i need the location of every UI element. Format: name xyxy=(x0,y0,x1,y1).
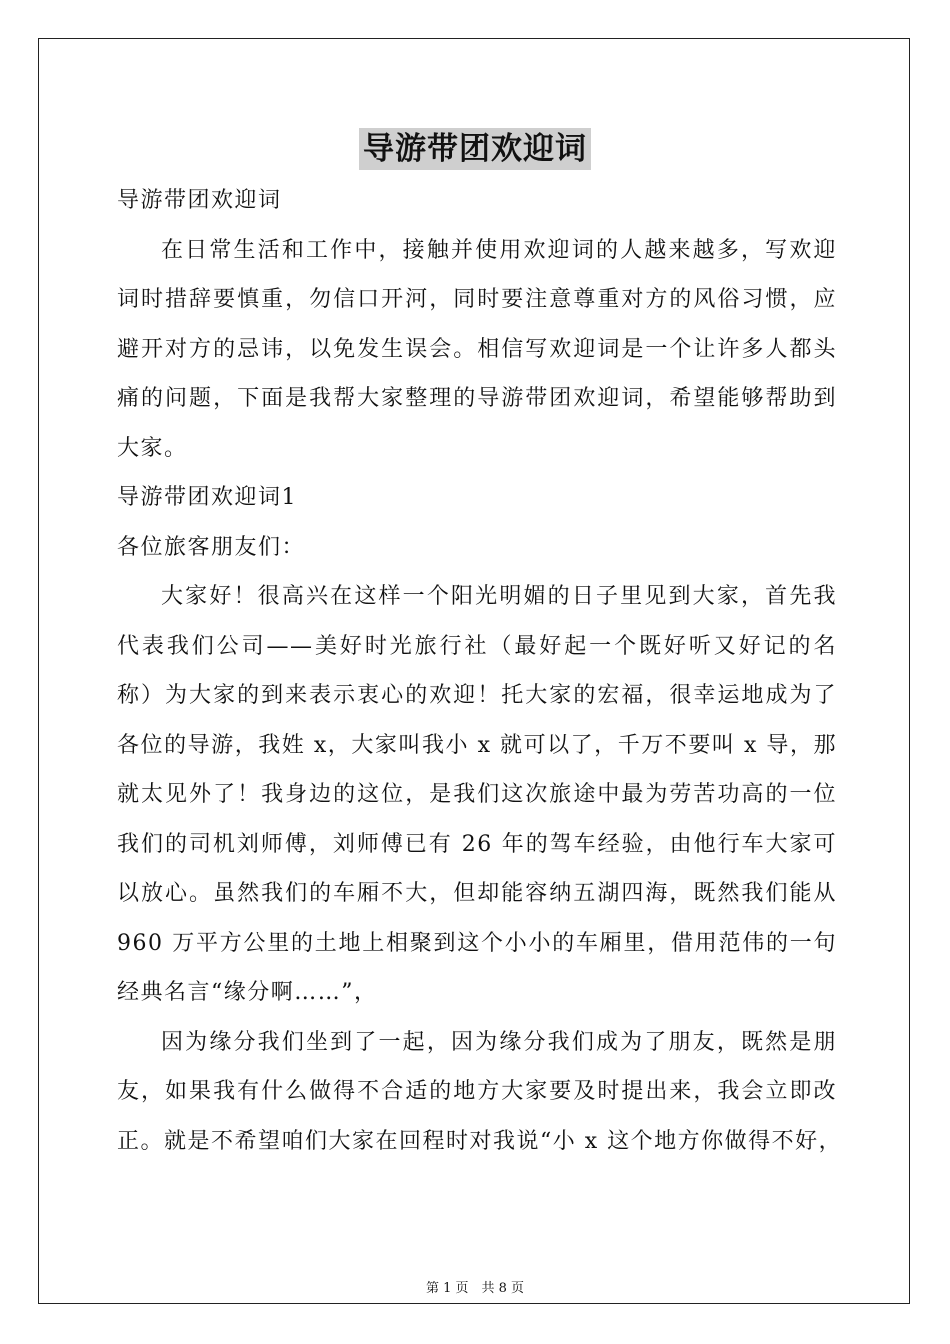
paragraph-line: 正。就是不希望咱们大家在回程时对我说“小 x 这个地方你做得不好， xyxy=(117,1128,843,1154)
paragraph-line: 因为缘分我们坐到了一起，因为缘分我们成为了朋友，既然是朋 xyxy=(161,1029,837,1055)
paragraph-line: 就太见外了！我身边的这位，是我们这次旅途中最为劳苦功高的一位 xyxy=(117,782,837,807)
paragraph-line: 经典名言“缘分啊……”， xyxy=(117,980,378,1005)
paragraph-line: 大家。 xyxy=(117,435,188,461)
paragraph-line: 我们的司机刘师傅，刘师傅已有 26 年的驾车经验，由他行车大家可 xyxy=(117,831,837,857)
document-body xyxy=(117,176,843,1166)
paragraph-line: 在日常生活和工作中，接触并使用欢迎词的人越来越多，写欢迎 xyxy=(161,237,837,263)
paragraph-line: 960 万平方公里的土地上相聚到这个小小的车厢里，借用范伟的一句 xyxy=(117,930,837,956)
section-heading: 导游带团欢迎词1 xyxy=(117,485,297,510)
paragraph-line: 友，如果我有什么做得不合适的地方大家要及时提出来，我会立即改 xyxy=(117,1079,837,1104)
paragraph-line: 以放心。虽然我们的车厢不大，但却能容纳五湖四海，既然我们能从 xyxy=(117,881,837,906)
subtitle-line: 导游带团欢迎词 xyxy=(117,188,282,213)
paragraph-line: 大家好！很高兴在这样一个阳光明媚的日子里见到大家，首先我 xyxy=(161,584,837,609)
paragraph-line: 各位的导游，我姓 x，大家叫我小 x 就可以了，千万不要叫 x 导，那 xyxy=(117,732,837,758)
paragraph-line: 避开对方的忌讳，以免发生误会。相信写欢迎词是一个让许多人都头 xyxy=(117,336,837,362)
paragraph-line: 代表我们公司——美好时光旅行社（最好起一个既好听又好记的名 xyxy=(117,633,837,659)
title-container xyxy=(0,128,950,170)
paragraph-line: 词时措辞要慎重，勿信口开河，同时要注意尊重对方的风俗习惯，应 xyxy=(117,287,837,312)
salutation-line: 各位旅客朋友们： xyxy=(117,534,306,560)
page-number: 第 1 页 共 8 页 xyxy=(425,1281,525,1296)
document-title: 导游带团欢迎词 xyxy=(359,128,591,170)
paragraph-line: 痛的问题，下面是我帮大家整理的导游带团欢迎词，希望能够帮助到 xyxy=(117,386,837,411)
paragraph-line: 称）为大家的到来表示衷心的欢迎！托大家的宏福，很幸运地成为了 xyxy=(117,683,837,708)
